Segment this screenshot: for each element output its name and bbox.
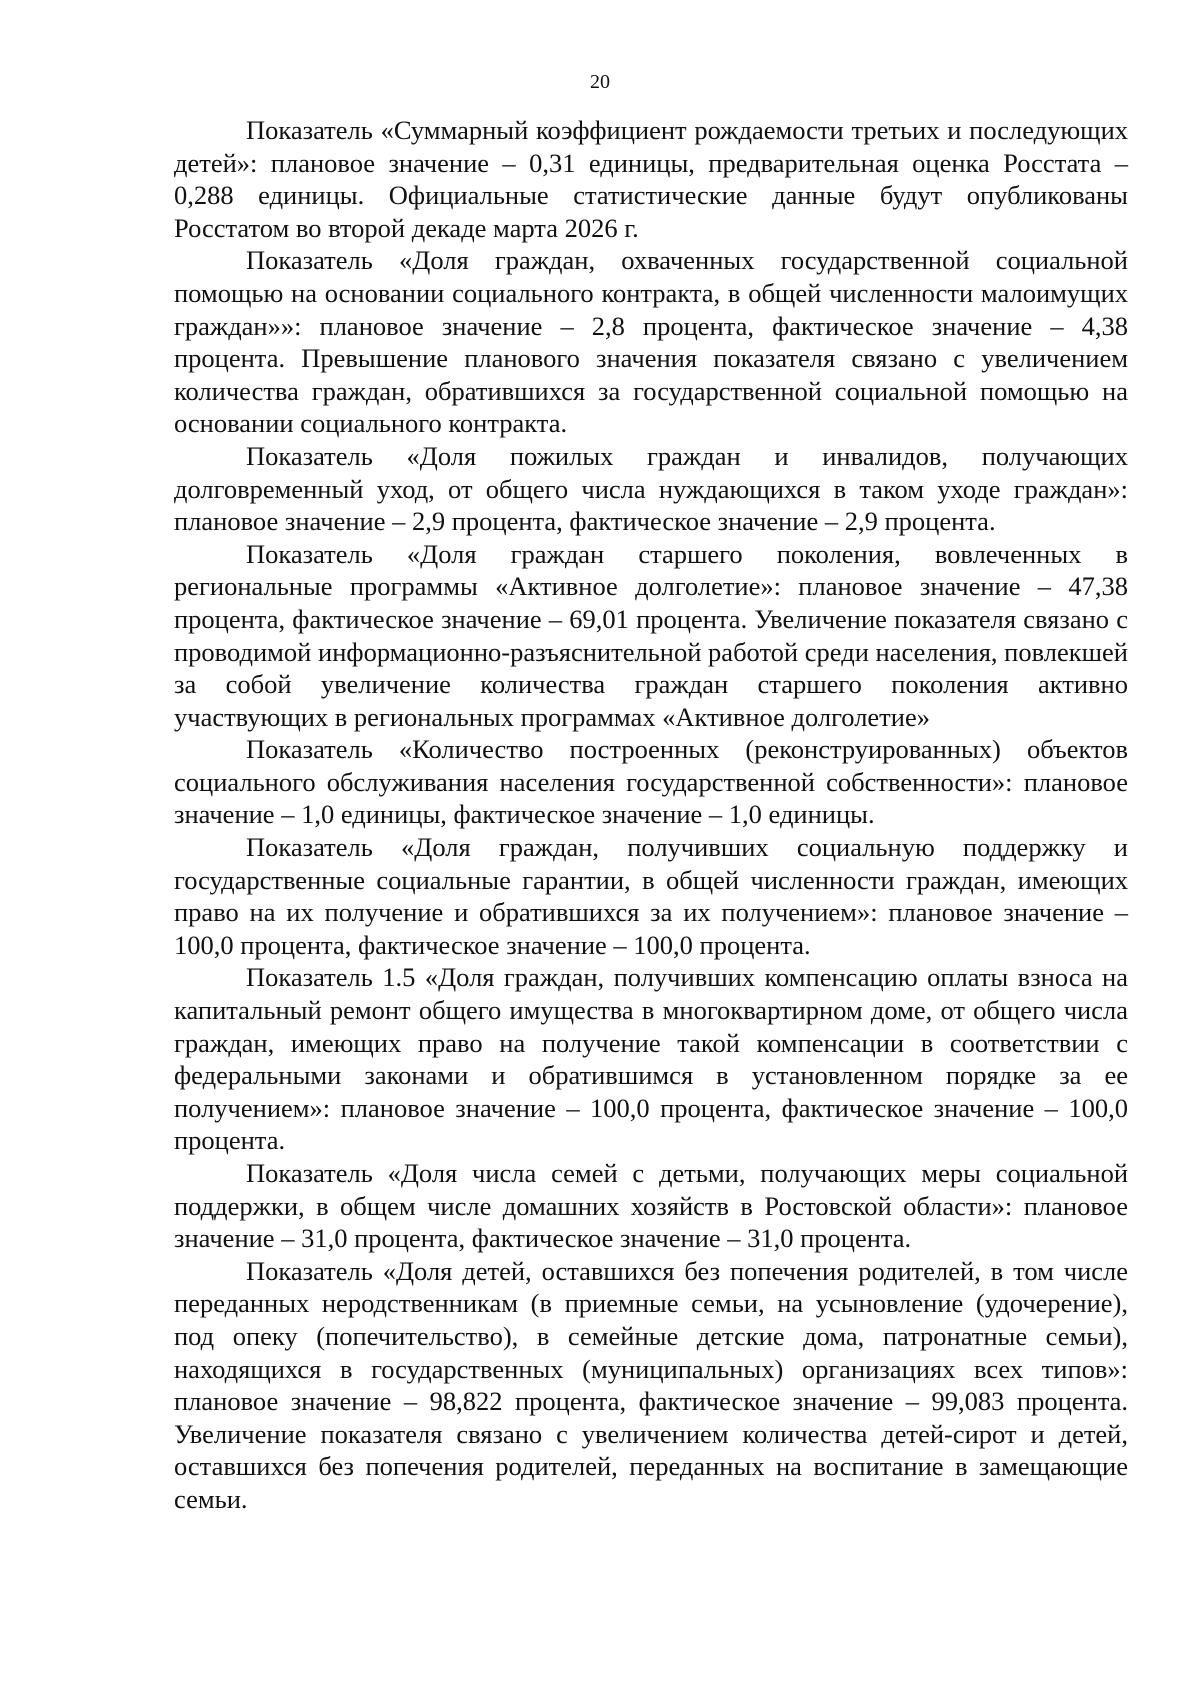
paragraph-social-guarantees-indicator: Показатель «Доля граждан, получивших социальную поддержку и государственные социальные гарантии, в общей численности граждан, имеющих право на их получение и обратившихся за их получением»: плановое значение – 100,0 процента, фактическое значение – 100,0 процента. xyxy=(174,832,1128,960)
body-text xyxy=(174,114,1128,1516)
paragraph-families-with-children-indicator: Показатель «Доля числа семей с детьми, получающих меры социальной поддержки, в общем числе домашних хозяйств в Ростовской области»: плановое значение – 31,0 процента, фактическое значение – 31,0 процента. xyxy=(174,1158,1128,1254)
paragraph-long-term-care-indicator: Показатель «Доля пожилых граждан и инвалидов, получающих долговременный уход, от общего числа нуждающихся в таком уходе граждан»: плановое значение – 2,9 процента, фактическое значение – 2,9 процента. xyxy=(174,440,1128,537)
paragraph-social-contract-indicator: Показатель «Доля граждан, охваченных государственной социальной помощью на основании социального контракта, в общей численности малоимущих граждан»»: плановое значение – 2,8 процента, фактическое значение – 4,38 процента. Превышение планового значения показателя связано с увеличением количества граждан, обратившихся за государственной социальной помощью на основании социального контракта. xyxy=(174,245,1128,439)
paragraph-social-facilities-indicator: Показатель «Количество построенных (реконструированных) объектов социального обслуживания населения государственной собственности»: плановое значение – 1,0 единицы, фактическое значение – 1,0 единицы. xyxy=(174,734,1128,830)
paragraph-orphans-placement-indicator: Показатель «Доля детей, оставшихся без попечения родителей, в том числе переданных неродственникам (в приемные семьи, на усыновление (удочерение), под опеку (попечительство), в семейные детские дома, патронатные семьи), находящихся в государственных (муниципальных) организациях всех типов»: плановое значение – 98,822 процента, фактическое значение – 99,083 процента. Увеличение показателя связано с увеличением количества детей-сирот и детей, оставшихся без попечения родителей, переданных на воспитание в замещающие семьи. xyxy=(174,1255,1128,1514)
paragraph-active-longevity-indicator: Показатель «Доля граждан старшего поколения, вовлеченных в региональные программы «Активное долголетие»: плановое значение – 47,38 процента, фактическое значение – 69,01 процента. Увеличение показателя связано с проводимой информационно-разъяснительной работой среди населения, повлекшей за собой увеличение количества граждан старшего поколения активно участвующих в региональных программах «Активное долголетие» xyxy=(174,538,1128,732)
page-number: 20 xyxy=(590,71,610,93)
paragraph-capital-repair-compensation-indicator: Показатель 1.5 «Доля граждан, получивших компенсацию оплаты взноса на капитальный ремонт общего имущества в многоквартирном доме, от общего числа граждан, имеющих право на получение такой компенсации в соответствии с федеральными законами и обратившимся в установленном порядке за ее получением»: плановое значение – 100,0 процента, фактическое значение – 100,0 процента. xyxy=(174,962,1128,1156)
paragraph-birth-rate-indicator: Показатель «Суммарный коэффициент рождаемости третьих и последующих детей»: плановое значение – 0,31 единицы, предварительная оценка Росстата – 0,288 единицы. Официальные статистические данные будут опубликованы Росстатом во второй декаде марта 2026 г. xyxy=(174,115,1128,243)
